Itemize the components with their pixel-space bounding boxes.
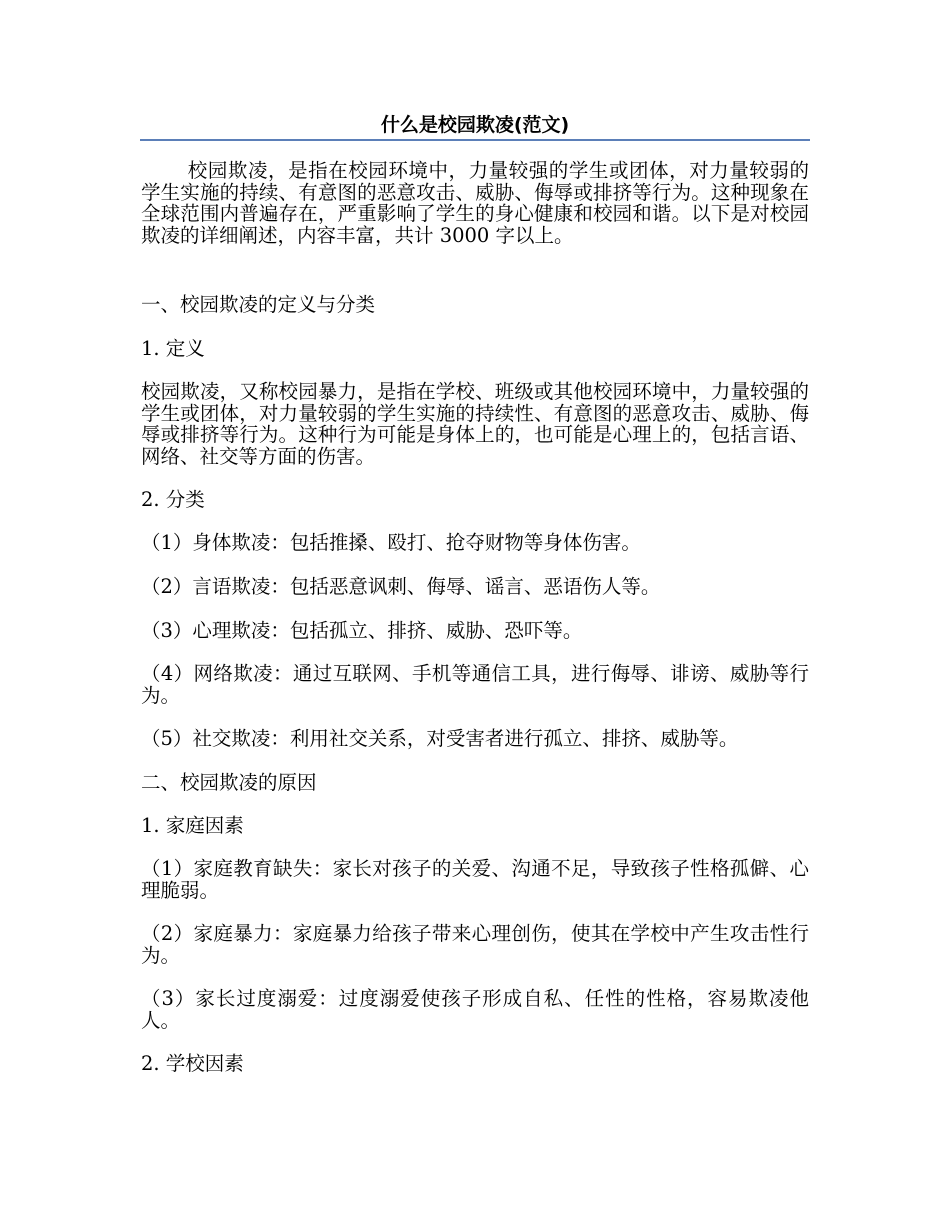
intro-paragraph: 校园欺凌，是指在校园环境中，力量较强的学生或团体，对力量较弱的学生实施的持续、有意图的恶意攻击、威胁、侮辱或排挤等行为。这种现象在全球范围内普遍存在，严重影响了学生的身心健康和校园和谐。以下是对校园欺凌的详细阐述，内容丰富，共计 3000 字以上。	[141, 159, 809, 247]
family-factor-item: （3）家长过度溺爱：过度溺爱使孩子形成自私、任性的性格，容易欺凌他人。	[141, 987, 809, 1032]
document-title: 什么是校园欺凌(范文)	[380, 114, 570, 136]
definition-paragraph: 校园欺凌，又称校园暴力，是指在学校、班级或其他校园环境中，力量较强的学生或团体，对力量较弱的学生实施的持续性、有意图的恶意攻击、威胁、侮辱或排挤等行为。这种行为可能是身体上的，也可能是心理上的，包括言语、网络、社交等方面的伤害。	[141, 380, 809, 468]
category-item: （4）网络欺凌：通过互联网、手机等通信工具，进行侮辱、诽谤、威胁等行为。	[141, 662, 809, 707]
category-item: （1）身体欺凌：包括推搡、殴打、抢夺财物等身体伤害。	[141, 531, 641, 554]
subheading-classification: 2. 分类	[141, 488, 205, 511]
category-item: （5）社交欺凌：利用社交关系，对受害者进行孤立、排挤、威胁等。	[141, 727, 739, 750]
subheading-definition: 1. 定义	[141, 337, 205, 360]
subheading-school-factors: 2. 学校因素	[141, 1052, 244, 1075]
category-item: （3）心理欺凌：包括孤立、排挤、威胁、恐吓等。	[141, 619, 583, 642]
category-item: （2）言语欺凌：包括恶意讽刺、侮辱、谣言、恶语伤人等。	[141, 575, 661, 598]
section-heading-2: 二、校园欺凌的原因	[141, 771, 317, 794]
title-underline	[140, 139, 810, 141]
family-factor-item: （2）家庭暴力：家庭暴力给孩子带来心理创伤，使其在学校中产生攻击性行为。	[141, 922, 809, 967]
subheading-family-factors: 1. 家庭因素	[141, 814, 244, 837]
section-heading-1: 一、校园欺凌的定义与分类	[141, 293, 376, 316]
family-factor-item: （1）家庭教育缺失：家长对孩子的关爱、沟通不足，导致孩子性格孤僻、心理脆弱。	[141, 857, 809, 902]
